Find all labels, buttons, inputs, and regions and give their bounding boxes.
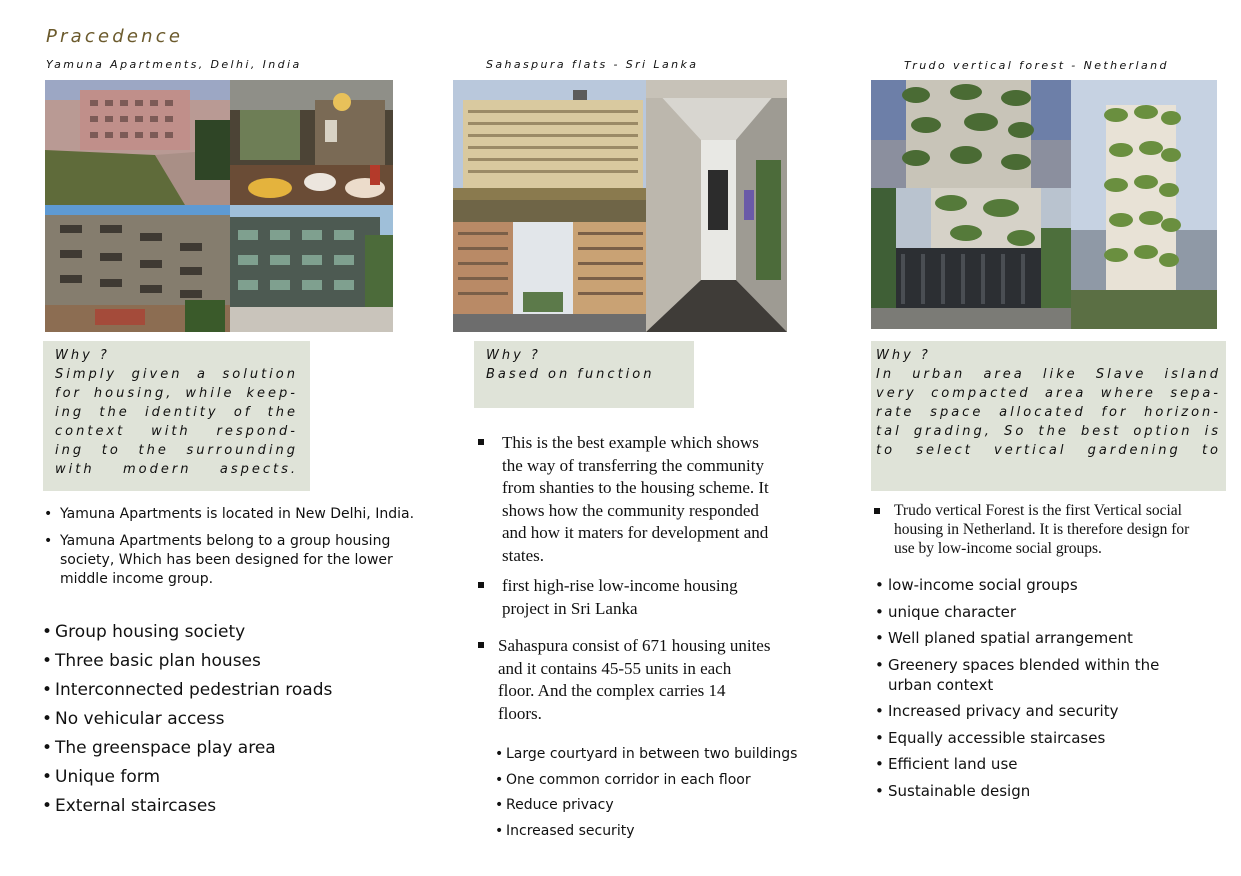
list-item: • Sustainable design [875, 781, 1195, 801]
list-item: This is the best example which shows the way of transferring the community from shanties to the housing scheme. It shows how the community responded and how it maters for development and states. [476, 432, 771, 567]
list-item: • Efficient land use [875, 754, 1195, 774]
photo-sahaspura-corridor [646, 80, 787, 332]
list-item: first high-rise low-income housing project in Sri Lanka [476, 575, 771, 620]
photo-yamuna-street [230, 205, 393, 332]
photo-trudo-street [871, 188, 1071, 329]
why-box-trudo [871, 341, 1226, 491]
list-item: • Increased security [495, 819, 825, 845]
why-box-sahaspura [474, 341, 694, 408]
list-item: • Greenery spaces blended within the urban context [875, 655, 1195, 695]
list-item: • Unique form [42, 763, 422, 792]
list-item: • One common corridor in each floor [495, 768, 825, 794]
list-item: • Yamuna Apartments is located in New Delhi, India. [44, 505, 424, 524]
column-heading-yamuna: Yamuna Apartments, Delhi, India [46, 58, 302, 71]
features-list-yamuna [42, 618, 422, 821]
list-item: • Large courtyard in between two buildings [495, 742, 825, 768]
list-item: • Reduce privacy [495, 793, 825, 819]
list-item: • Equally accessible staircases [875, 728, 1195, 748]
list-item: • Three basic plan houses [42, 647, 422, 676]
list-item: • Group housing society [42, 618, 422, 647]
photo-sahaspura-courtyard [453, 222, 646, 332]
why-box-yamuna [43, 341, 310, 491]
why-text: Based on function [486, 367, 655, 382]
list-item: • Well planed spatial arrangement [875, 628, 1195, 648]
list-item: • Increased privacy and security [875, 701, 1195, 721]
list-item: • No vehicular access [42, 705, 422, 734]
list-item: • Yamuna Apartments belong to a group housing society, Which has been designed for the lower middle income group. [44, 532, 424, 589]
photo-yamuna-blocks [45, 205, 230, 332]
why-title: Why ? [876, 348, 931, 363]
photo-trudo-tower [1071, 80, 1217, 329]
why-title: Why ? [55, 348, 110, 363]
list-item: • External staircases [42, 792, 422, 821]
list-item: Trudo vertical Forest is the first Vertical social housing in Netherland. It is therefore design for use by low-income social groups. [872, 501, 1202, 558]
why-text: In urban area like Slave island very compacted area where sepa- rate space allocated for horizon- tal grading, So the best option is to select vertical gardening to [876, 367, 1221, 458]
list-item: • unique character [875, 602, 1195, 622]
features-list-trudo [875, 575, 1195, 801]
why-title: Why ? [486, 348, 541, 363]
photo-sahaspura-tower [453, 80, 646, 222]
list-item: Sahaspura consist of 671 housing unites and it contains 45-55 units in each floor. And the complex carries 14 floors. [476, 635, 771, 725]
page-title: Pracedence [46, 26, 184, 47]
list-item: • The greenspace play area [42, 734, 422, 763]
photo-trudo-upper [871, 80, 1071, 188]
points-list-trudo [872, 501, 1202, 558]
photo-yamuna-interior [230, 80, 393, 205]
features-list-sahaspura [495, 742, 825, 844]
list-item: • Interconnected pedestrian roads [42, 676, 422, 705]
column-heading-trudo: Trudo vertical forest - Netherland [904, 59, 1169, 72]
points-list-sahaspura [476, 432, 771, 725]
why-text: Simply given a solution for housing, while keep- ing the identity of the context with respond- ing to the surrounding with modern aspects. [55, 367, 298, 477]
photo-yamuna-walkway [45, 80, 230, 205]
list-item: • low-income social groups [875, 575, 1195, 595]
column-heading-sahaspura: Sahaspura flats - Sri Lanka [486, 58, 699, 71]
points-list-yamuna [44, 505, 424, 589]
